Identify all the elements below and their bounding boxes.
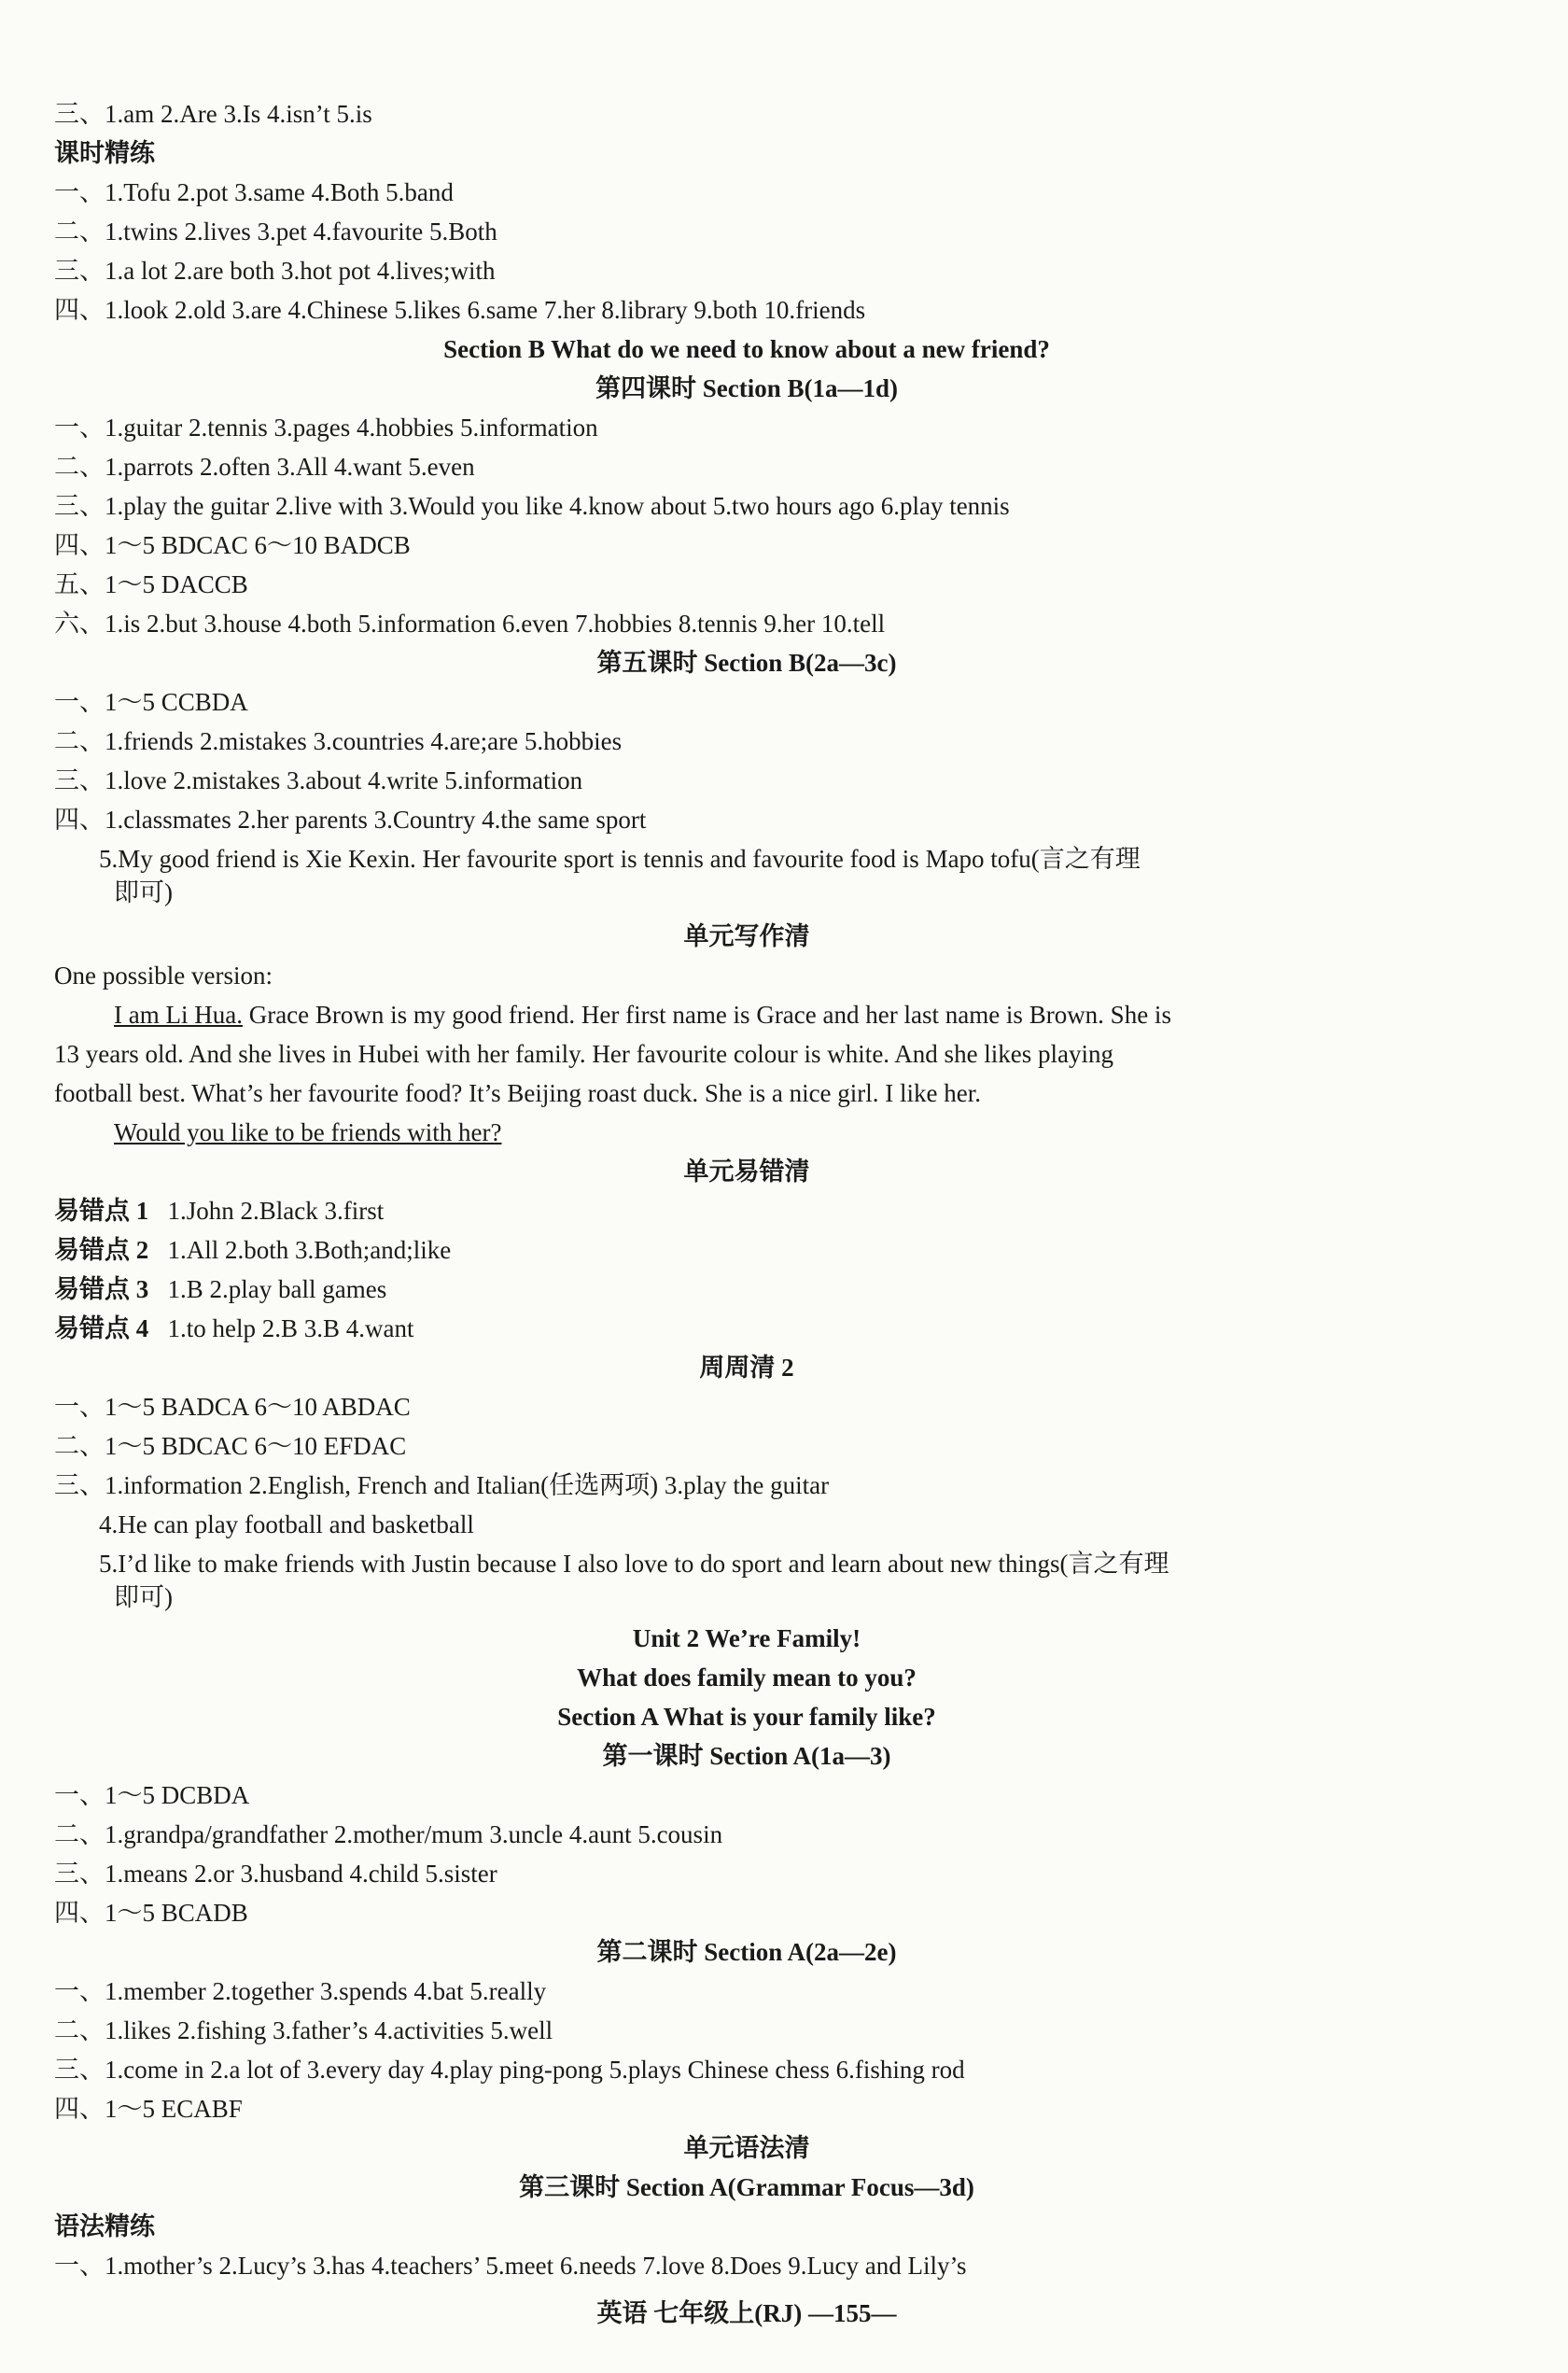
underlined-opening: I am Li Hua. [114,1001,243,1029]
weekly-heading: 周周清 2 [699,1354,794,1382]
answer-line: 二、1.parrots 2.often 3.All 4.want 5.even [54,453,475,481]
error-point-line [54,1272,1493,1306]
error-point-answers: 1.to help 2.B 3.B 4.want [167,1314,414,1342]
answer-line: 三、1.am 2.Are 3.Is 4.isn’t 5.is [54,100,372,128]
answer-line: 二、1.grandpa/grandfather 2.mother/mum 3.uncle 4.aunt 5.cousin [54,1820,723,1848]
answer-line: 四、1.classmates 2.her parents 3.Country 4.the same sport [54,806,647,834]
writing-line [114,1116,1493,1149]
lesson-heading: 第四课时 Section B(1a—1d) [595,374,898,402]
error-point-label: 易错点 1 [54,1197,149,1225]
answer-line: 二、1～5 BDCAC 6～10 EFDAC [54,1432,407,1460]
answer-line: 三、1.information 2.English, French and Italian(任选两项) 3.play the guitar [54,1471,830,1499]
lesson-heading: 第一课时 Section A(1a—3) [602,1742,891,1770]
answer-line: 4.He can play football and basketball [99,1510,474,1538]
lesson-heading: 第三课时 Section A(Grammar Focus—3d) [519,2173,974,2201]
answer-line: 六、1.is 2.but 3.house 4.both 5.information 6.even 7.hobbies 8.tennis 9.her 10.tell [54,610,886,638]
answer-line: 一、1～5 BADCA 6～10 ABDAC [54,1393,411,1421]
page-footer: 英语 七年级上(RJ) —155— [596,2299,897,2327]
answer-line: 一、1.member 2.together 3.spends 4.bat 5.really [54,1977,547,2005]
answer-line: 二、1.friends 2.mistakes 3.countries 4.are;are 5.hobbies [54,727,623,755]
answer-line: 四、1～5 ECABF [54,2095,243,2123]
answer-line: 四、1～5 BDCAC 6～10 BADCB [54,531,411,559]
unit-subheading: What does family mean to you? [577,1664,917,1692]
error-point-label: 易错点 3 [54,1275,149,1303]
error-point-line [54,1233,1493,1267]
answer-line: 三、1.play the guitar 2.live with 3.Would you like 4.know about 5.two hours ago 6.play tennis [54,492,1010,520]
errors-heading: 单元易错清 [683,1158,810,1186]
answer-line: 二、1.likes 2.fishing 3.father’s 4.activities 5.well [54,2016,553,2044]
writing-text: Grace Brown is my good friend. Her first name is Grace and her last name is Brown. She is [242,1001,1171,1029]
grammar-heading: 单元语法清 [683,2134,810,2162]
answer-line: 四、1～5 BCADB [54,1899,248,1927]
answer-line: 5.My good friend is Xie Kexin. Her favourite sport is tennis and favourite food is Mapo tofu(言之有理 [99,845,1141,873]
answer-line: 三、1.a lot 2.are both 3.hot pot 4.lives;with [54,257,496,285]
unit-heading: Unit 2 We’re Family! [632,1624,861,1652]
writing-line: 13 years old. And she lives in Hubei with her family. Her favourite colour is white. And she likes playing [54,1040,1114,1068]
underlined-closing: Would you like to be friends with her? [114,1118,502,1146]
answer-line: 一、1.Tofu 2.pot 3.same 4.Both 5.band [54,178,454,206]
writing-line [114,998,1493,1032]
writing-heading: 单元写作清 [683,922,810,950]
error-point-label: 易错点 2 [54,1236,149,1264]
lesson-heading: 第五课时 Section B(2a—3c) [596,649,897,677]
error-point-answers: 1.All 2.both 3.Both;and;like [167,1236,452,1264]
section-heading: Section B What do we need to know about a new friend? [443,335,1050,363]
answer-line: 一、1～5 CCBDA [54,688,248,716]
section-heading: Section A What is your family like? [557,1703,936,1731]
answer-line: 二、1.twins 2.lives 3.pet 4.favourite 5.Both [54,218,497,246]
lesson-heading: 第二课时 Section A(2a—2e) [596,1938,897,1966]
answer-line: 即可) [114,1583,173,1611]
error-point-label: 易错点 4 [54,1314,149,1342]
answer-line: 五、1～5 DACCB [54,570,248,598]
section-label: 课时精练 [54,139,155,167]
answer-line: 一、1～5 DCBDA [54,1781,250,1809]
error-point-answers: 1.B 2.play ball games [167,1275,387,1303]
answer-line: 即可) [114,878,173,906]
error-point-answers: 1.John 2.Black 3.first [167,1197,385,1225]
section-label: 语法精练 [54,2212,155,2240]
error-point-line [54,1312,1493,1345]
answer-line: 四、1.look 2.old 3.are 4.Chinese 5.likes 6.same 7.her 8.library 9.both 10.friends [54,296,866,324]
answer-line: 一、1.guitar 2.tennis 3.pages 4.hobbies 5.information [54,414,598,442]
answer-line: 5.I’d like to make friends with Justin because I also love to do sport and learn about new things(言之有理 [99,1550,1169,1578]
answer-line: 三、1.come in 2.a lot of 3.every day 4.play ping-pong 5.plays Chinese chess 6.fishing rod [54,2056,965,2084]
answer-line: 一、1.mother’s 2.Lucy’s 3.has 4.teachers’ 5.meet 6.needs 7.love 8.Does 9.Lucy and Lily’s [54,2252,967,2280]
answer-line: 三、1.means 2.or 3.husband 4.child 5.sister [54,1860,497,1888]
answer-line: 三、1.love 2.mistakes 3.about 4.write 5.information [54,766,583,794]
error-point-line [54,1194,1493,1228]
writing-intro: One possible version: [54,962,273,990]
writing-line: football best. What’s her favourite food? It’s Beijing roast duck. She is a nice girl. I like her. [54,1079,982,1107]
